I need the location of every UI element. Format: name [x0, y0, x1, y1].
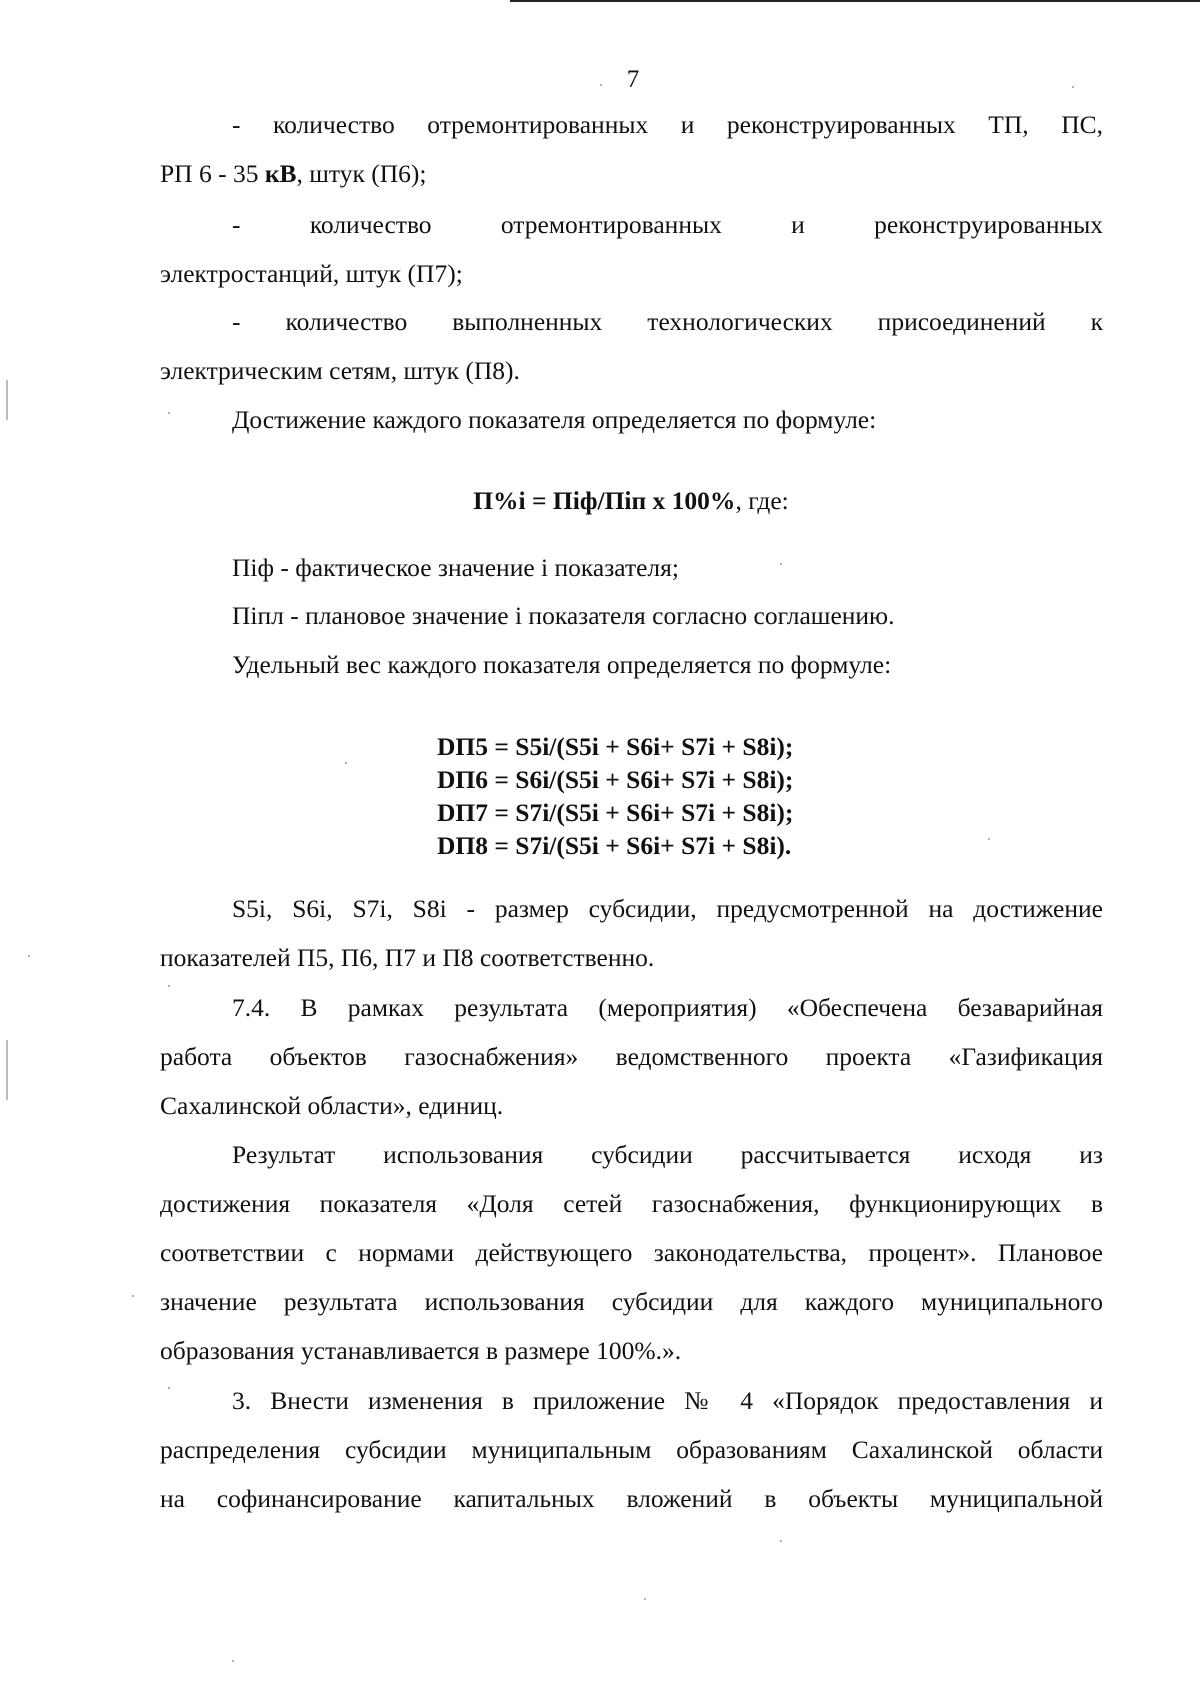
- scan-dot: [168, 1387, 170, 1389]
- scan-dot: [1072, 86, 1074, 88]
- para3-line2: электрическим сетям, штук (П8).: [160, 356, 520, 385]
- result-line1: Результат использования субсидии рассчитывается исходя из: [232, 1140, 1103, 1169]
- section74-line3: Сахалинской области», единиц.: [160, 1091, 504, 1120]
- item3-line1: 3. Внести изменения в приложение № 4 «Порядок предоставления и: [232, 1386, 1103, 1415]
- para1-line2-bold: кВ: [264, 159, 297, 188]
- scan-dot: [168, 412, 170, 414]
- weight-formula-d8: DП8 = S7i/(S5i + S6i+ S7i + S8i).: [437, 831, 792, 860]
- weight-formula-d5: DП5 = S5i/(S5i + S6i+ S7i + S8i);: [437, 732, 794, 761]
- scan-dot: [988, 838, 990, 840]
- scan-dot: [232, 1660, 234, 1662]
- para2-line1: - количество отремонтированных и реконструированных: [232, 210, 1103, 239]
- weight-intro: Удельный вес каждого показателя определяется по формуле:: [232, 650, 892, 679]
- para1-line2-prefix: РП 6 - 35: [160, 159, 265, 188]
- page-number: 7: [626, 66, 640, 93]
- para2-line2: электростанций, штук (П7);: [160, 259, 463, 288]
- main-formula-suffix: , где:: [735, 486, 789, 515]
- definition-fact: Піф - фактическое значение і показателя;: [232, 553, 679, 582]
- item3-line2: распределения субсидии муниципальным образованиям Сахалинской области: [160, 1435, 1103, 1464]
- scan-artifact: [6, 1040, 8, 1100]
- section74-line1: 7.4. В рамках результата (мероприятия) «Обеспечена безаварийная: [232, 993, 1103, 1022]
- section74-line2: работа объектов газоснабжения» ведомственного проекта «Газификация: [160, 1042, 1103, 1071]
- para3-line1: - количество выполненных технологических присоединений к: [232, 307, 1103, 336]
- scan-dot: [168, 985, 170, 987]
- scan-dot: [132, 1295, 134, 1297]
- subsidy-line1: S5i, S6i, S7i, S8i - размер субсидии, предусмотренной на достижение: [232, 894, 1103, 923]
- para1-line2-suffix: , штук (П6);: [296, 159, 427, 188]
- result-line5: образования устанавливается в размере 100%.».: [160, 1336, 682, 1365]
- scan-dot: [345, 762, 347, 764]
- item3-line3: на софинансирование капитальных вложений в объекты муниципальной: [160, 1484, 1103, 1513]
- main-formula-expression: П%i = Піф/Піп х 100%: [473, 486, 736, 515]
- result-line4: значение результата использования субсидии для каждого муниципального: [160, 1287, 1103, 1316]
- weight-formulas: [437, 730, 793, 862]
- result-line2: достижения показателя «Доля сетей газоснабжения, функционирующих в: [160, 1189, 1103, 1218]
- achievement-intro: Достижение каждого показателя определяется по формуле:: [232, 405, 877, 434]
- definition-plan: Піпл - плановое значение і показателя согласно соглашению.: [232, 601, 895, 630]
- main-formula: [0, 486, 1200, 516]
- top-border-line: [510, 0, 1200, 2]
- scan-dot: [600, 84, 602, 86]
- subsidy-line2: показателей П5, П6, П7 и П8 соответственно.: [160, 943, 655, 972]
- scan-dot: [644, 1598, 646, 1600]
- weight-formula-d6: DП6 = S6i/(S5i + S6i+ S7i + S8i);: [437, 765, 794, 794]
- para1-line2: [160, 159, 1103, 189]
- scan-dot: [780, 563, 782, 565]
- scan-dot: [780, 1540, 782, 1542]
- para1-line1: - количество отремонтированных и реконструированных ТП, ПС,: [232, 110, 1103, 139]
- result-line3: соответствии с нормами действующего законодательства, процент». Плановое: [160, 1238, 1103, 1267]
- scan-artifact: [6, 380, 8, 420]
- scan-dot: [28, 955, 30, 957]
- weight-formula-d7: DП7 = S7i/(S5i + S6i+ S7i + S8i);: [437, 798, 794, 827]
